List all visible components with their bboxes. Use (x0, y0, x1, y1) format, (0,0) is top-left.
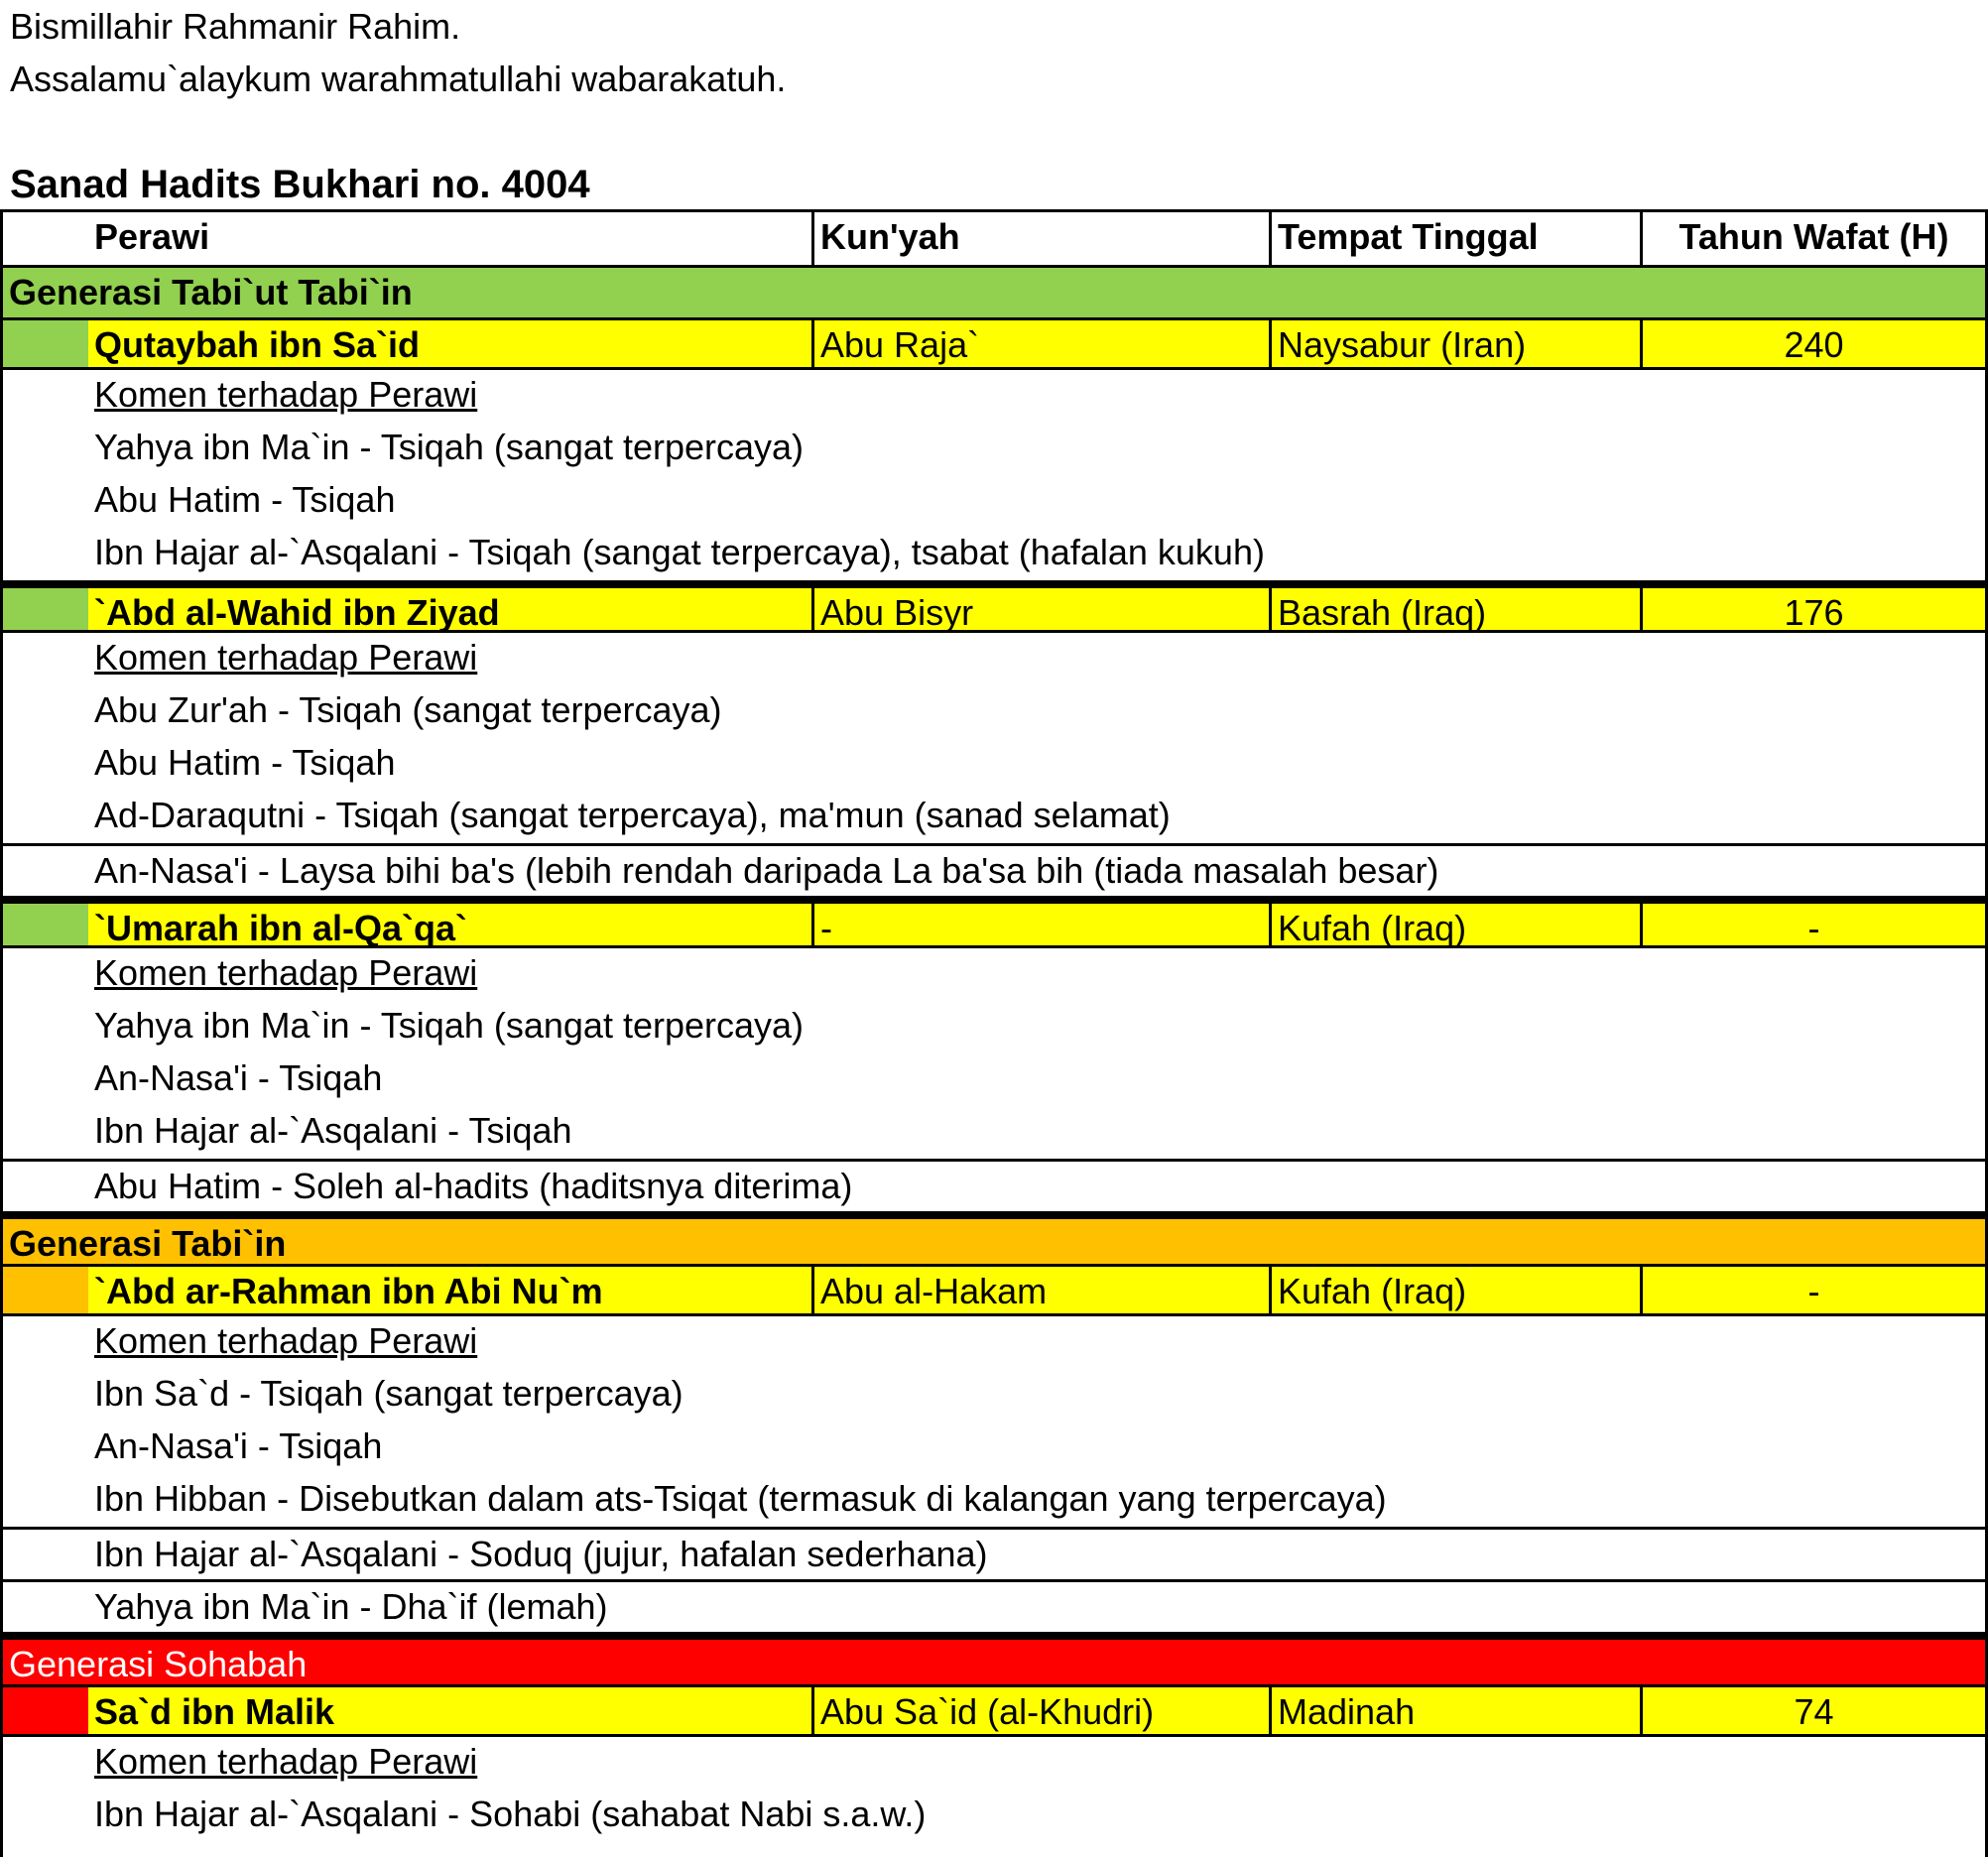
header-perawi: Perawi (94, 216, 210, 257)
generation-row-sohabah (3, 1632, 1985, 1684)
narrator-kunyah: - (811, 904, 1269, 945)
comment-heading-row (3, 1316, 1985, 1369)
comment-heading-row (3, 1737, 1985, 1790)
header-spacer-cell (3, 212, 88, 265)
comment-heading: Komen terhadap Perawi (94, 637, 478, 678)
comment-row (3, 1790, 1985, 1842)
generation-color-marker (3, 1267, 88, 1313)
comment-heading: Komen terhadap Perawi (94, 1320, 478, 1361)
generation-label: Generasi Sohabah (9, 1644, 308, 1684)
comment-row (3, 1579, 1985, 1632)
narrator-row (3, 896, 1985, 948)
comment-text: Yahya ibn Ma`in - Tsiqah (sangat terpercaya) (94, 427, 805, 467)
greeting-line-1: Bismillahir Rahmanir Rahim. (10, 6, 461, 47)
comment-row (3, 1369, 1985, 1422)
generation-row-tabiut-tabiin (3, 265, 1985, 317)
comment-row (3, 791, 1985, 843)
comment-text: Abu Zur'ah - Tsiqah (sangat terpercaya) (94, 689, 722, 730)
generation-color-marker (3, 588, 88, 630)
comment-text: Ibn Hibban - Disebutkan dalam ats-Tsiqat (termasuk di kalangan yang terpercaya) (94, 1478, 1387, 1519)
narrator-kunyah: Abu al-Hakam (811, 1267, 1269, 1313)
header-tahun-wafat: Tahun Wafat (H) (1640, 212, 1985, 265)
narrator-tempat-tinggal: Kufah (Iraq) (1269, 904, 1640, 945)
comment-heading-row (3, 633, 1985, 685)
narrator-name: Qutaybah ibn Sa`id (88, 320, 811, 367)
generation-color-marker (3, 1687, 88, 1734)
comment-row (3, 738, 1985, 791)
comment-text: Yahya ibn Ma`in - Tsiqah (sangat terpercaya) (94, 1005, 805, 1046)
comment-row (3, 1527, 1985, 1579)
comment-text: An-Nasa'i - Laysa bihi ba's (lebih rendah daripada La ba'sa bih (tiada masalah besar) (94, 850, 1439, 891)
comment-row (3, 528, 1985, 580)
narrator-kunyah: Abu Bisyr (811, 588, 1269, 630)
comment-row (3, 843, 1985, 896)
comment-heading: Komen terhadap Perawi (94, 1741, 478, 1782)
narrator-tahun-wafat: 240 (1640, 320, 1985, 367)
comment-text: Ibn Hajar al-`Asqalani - Tsiqah (sangat terpercaya), tsabat (hafalan kukuh) (94, 532, 1265, 572)
comment-text: Abu Hatim - Soleh al-hadits (haditsnya diterima) (94, 1166, 853, 1206)
narrator-tempat-tinggal: Madinah (1269, 1687, 1640, 1734)
narrator-kunyah: Abu Sa`id (al-Khudri) (811, 1687, 1269, 1734)
comment-heading: Komen terhadap Perawi (94, 374, 478, 415)
comment-row (3, 685, 1985, 738)
comment-text: An-Nasa'i - Tsiqah (94, 1425, 383, 1466)
document-title: Sanad Hadits Bukhari no. 4004 (10, 163, 590, 206)
narrator-tahun-wafat: - (1640, 1267, 1985, 1313)
comment-text: Ibn Hajar al-`Asqalani - Tsiqah (94, 1110, 572, 1151)
comment-text: An-Nasa'i - Tsiqah (94, 1057, 383, 1098)
generation-label: Generasi Tabi`ut Tabi`in (9, 272, 413, 312)
narrator-name: `Abd al-Wahid ibn Ziyad (88, 588, 811, 630)
comment-heading-row (3, 370, 1985, 423)
header-kunyah: Kun'yah (811, 212, 1269, 265)
narrator-row (3, 1684, 1985, 1737)
narrator-name: Sa`d ibn Malik (88, 1687, 811, 1734)
comment-text: Ad-Daraqutni - Tsiqah (sangat terpercaya), ma'mun (sanad selamat) (94, 795, 1171, 835)
table-header-row (3, 212, 1985, 265)
comment-text: Ibn Sa`d - Tsiqah (sangat terpercaya) (94, 1373, 683, 1414)
generation-row-tabiin (3, 1211, 1985, 1264)
narrator-tahun-wafat: - (1640, 904, 1985, 945)
comment-row (3, 475, 1985, 528)
greeting-line-2: Assalamu`alaykum warahmatullahi wabarakatuh. (10, 59, 787, 99)
comment-row (3, 1053, 1985, 1106)
narrator-tahun-wafat: 176 (1640, 588, 1985, 630)
narrator-row (3, 317, 1985, 370)
generation-color-marker (3, 320, 88, 367)
narrator-tempat-tinggal: Kufah (Iraq) (1269, 1267, 1640, 1313)
comment-text: Abu Hatim - Tsiqah (94, 742, 396, 783)
narrator-tempat-tinggal: Basrah (Iraq) (1269, 588, 1640, 630)
narrator-name: `Abd ar-Rahman ibn Abi Nu`m (88, 1267, 811, 1313)
comment-heading-row (3, 948, 1985, 1001)
comment-row (3, 423, 1985, 475)
comment-text: Abu Hatim - Tsiqah (94, 479, 396, 520)
comment-text: Yahya ibn Ma`in - Dha`if (lemah) (94, 1586, 608, 1627)
narrator-row (3, 580, 1985, 633)
comment-heading: Komen terhadap Perawi (94, 952, 478, 993)
comment-text: Ibn Hajar al-`Asqalani - Sohabi (sahabat Nabi s.a.w.) (94, 1794, 927, 1834)
generation-color-marker (3, 904, 88, 945)
narrator-row (3, 1264, 1985, 1316)
narrator-tahun-wafat: 74 (1640, 1687, 1985, 1734)
generation-label: Generasi Tabi`in (9, 1223, 287, 1264)
sanad-table (0, 209, 1988, 1857)
comment-row (3, 1474, 1985, 1527)
comment-text: Ibn Hajar al-`Asqalani - Soduq (jujur, hafalan sederhana) (94, 1534, 988, 1574)
narrator-kunyah: Abu Raja` (811, 320, 1269, 367)
comment-row (3, 1001, 1985, 1053)
comment-row (3, 1159, 1985, 1211)
comment-row (3, 1422, 1985, 1474)
header-tempat-tinggal: Tempat Tinggal (1269, 212, 1640, 265)
narrator-tempat-tinggal: Naysabur (Iran) (1269, 320, 1640, 367)
narrator-name: `Umarah ibn al-Qa`qa` (88, 904, 811, 945)
comment-row (3, 1106, 1985, 1159)
